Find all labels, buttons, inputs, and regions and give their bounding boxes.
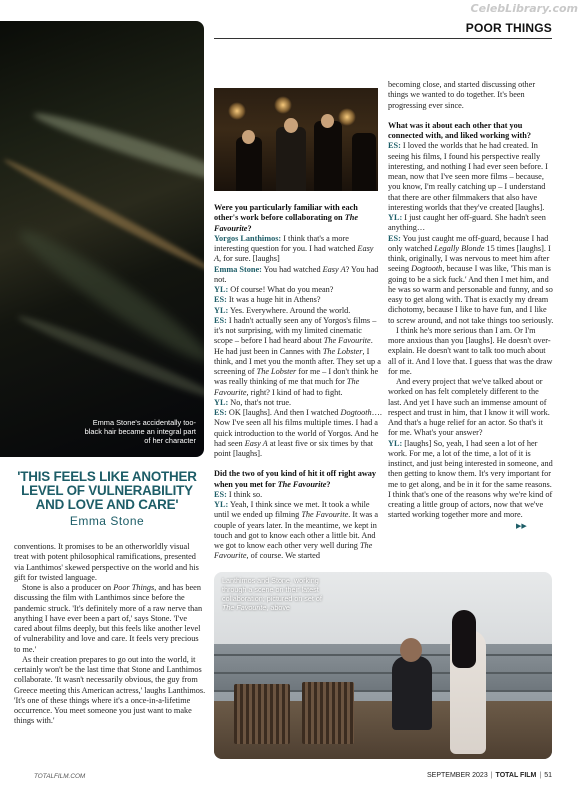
film-title: Dogtooth <box>340 408 372 417</box>
photo-emma-stone-hair <box>0 21 204 457</box>
figure-lanthimos <box>392 656 432 730</box>
text: ? You had not. <box>214 264 379 284</box>
deck-chair <box>302 682 354 744</box>
photo-caption-bottom <box>222 576 322 612</box>
continue-arrow-icon: ▶▶ <box>516 521 527 530</box>
interview-answer <box>214 316 382 398</box>
text: Stone is also a producer on <box>22 583 114 592</box>
interview-question <box>214 469 382 490</box>
text: Did the two of you kind of hit it off right away when you met for <box>214 469 377 489</box>
text: Were you particularly familiar with each other's work before collaborating on <box>214 203 358 223</box>
figure-head <box>284 118 298 133</box>
text: for me – I don't think he was really thinking of me that much for <box>214 367 379 387</box>
film-title: The Lobster <box>256 367 297 376</box>
film-title: The Favourite <box>323 336 371 346</box>
section-title: POOR THINGS <box>465 21 552 35</box>
interview-answer <box>388 213 554 234</box>
text: , and has been discussing the film with Lanthimos since before the pandemic struck. 'It's definitely more of a raw nerve than anything I have ever been a part of,' says Stone. 'I've cared about films deeply, but this feels like another level of vulnerability and love and care. It feels very precious to me.' <box>14 583 203 654</box>
film-title: The Favourite <box>277 479 327 489</box>
paragraph: becoming close, and started discussing other things we wanted to do together. It's been progressing ever since. <box>388 80 536 110</box>
figure-head <box>242 130 255 144</box>
interview-answer <box>214 285 382 295</box>
figure <box>236 137 262 191</box>
text: I loved the worlds that he had created. In seeing his films, I found his perspective really interesting, and nothing I had ever seen before. I mean, now that I've seen more films – because, you know, I'm really catching up – I understand that there are other filmmakers that also have interesting worlds that they've created [laughs]. <box>388 141 548 212</box>
text: 15 times [laughs]. I think, originally, I was nervous to meet him after seeing <box>388 243 551 274</box>
speaker-label: ES: <box>214 295 227 305</box>
figure <box>314 121 342 191</box>
text: [laughs] So, yeah, I had seen a lot of her work. For me, a lot of the time, a lot of it is instinct, and just being interested in someone, and then getting to know them. It's very important for me to get along, and be in it for the same reasons. I think that's one of the reasons why we're kind of creating a little group of actors, now that we've started working together more and more. <box>388 438 553 520</box>
photo-ship-deck-scene <box>214 572 552 759</box>
text: I think that's a more interesting question for you. I had watched <box>214 233 358 253</box>
deck-chair <box>234 684 290 744</box>
text: ? <box>326 479 331 489</box>
text: , of course. We started <box>246 551 320 561</box>
film-title: Legally Blonde <box>434 243 485 253</box>
paragraph: I think he's more serious than I am. Or I'm more anxious than you [laughs]. He doesn't over-explain. He doesn't want to talk too much about all of it. And I love that. I guess that was the draw for me. <box>388 325 553 376</box>
figure-head <box>321 114 334 128</box>
pull-quote <box>14 470 200 528</box>
deck-rail <box>214 654 552 656</box>
speaker-label: ES: <box>214 489 227 499</box>
chandelier-light <box>274 96 292 114</box>
pull-quote-attribution: Emma Stone <box>69 514 145 528</box>
speaker-label: YL: <box>214 285 229 294</box>
text: , I think, and I met you the month after. They set up a screening of <box>214 346 381 376</box>
article-column-1 <box>14 542 206 727</box>
film-title: Easy A <box>214 244 374 264</box>
interview-answer <box>214 295 382 305</box>
speaker-label: YL: <box>388 213 403 222</box>
text: You just caught me off-guard, because I had only watched <box>388 233 549 253</box>
continue-marker-row <box>388 521 554 531</box>
film-title: Poor Things <box>113 583 155 592</box>
interview-answer <box>388 234 554 326</box>
deck-rail <box>214 672 552 674</box>
footer-issue: SEPTEMBER 2023 <box>427 772 488 779</box>
footer-magazine: TOTAL FILM <box>495 772 537 779</box>
interview-answer <box>388 439 554 521</box>
interview-answer <box>214 306 382 316</box>
interview-answer <box>388 141 554 213</box>
footer-folio <box>427 772 552 779</box>
paragraph <box>14 583 206 655</box>
interview-answer <box>214 500 382 562</box>
film-title: The Favourite <box>214 541 373 561</box>
interview-answer <box>214 398 382 408</box>
text: No, that's not true. <box>228 397 292 407</box>
text: , for sure. [laughs] <box>219 254 280 264</box>
figure-head <box>400 638 422 662</box>
article-column-2 <box>214 203 382 562</box>
film-title: Easy A <box>244 438 268 448</box>
interview-question: What was it about each other that you connected with, and liked working with? <box>388 120 532 140</box>
photo-the-favourite-set <box>214 88 378 191</box>
speaker-label: YL: <box>214 305 229 315</box>
film-title: The Favourite <box>301 510 349 520</box>
photo-light-streak <box>2 155 204 277</box>
page-number: 51 <box>544 772 552 779</box>
figure-hair <box>452 610 476 668</box>
text: ? <box>247 223 252 233</box>
chandelier-light <box>228 102 246 120</box>
film-title: Dogtooth <box>411 264 443 274</box>
photo-light-streak <box>31 106 204 194</box>
figure <box>352 133 376 191</box>
watermark: CelebLibrary.com <box>470 2 578 15</box>
text: . He had just been in Cannes with <box>214 336 373 356</box>
interview-answer <box>214 265 382 286</box>
speaker-label: ES: <box>214 315 227 325</box>
interview-answer <box>214 234 382 265</box>
interview-answer <box>214 408 382 459</box>
figure <box>276 127 306 191</box>
speaker-label: YL: <box>388 438 403 448</box>
pull-quote-text: 'THIS FEELS LIKE ANOTHER LEVEL OF VULNERABILITY AND LOVE AND CARE' <box>17 469 197 512</box>
footer-separator: | <box>539 772 542 779</box>
speaker-label: YL: <box>214 500 229 509</box>
photo-caption-left: Emma Stone's accidentally too-black hair became an integral part of her character <box>84 418 196 445</box>
speaker-label: ES: <box>214 408 227 417</box>
speaker-label: Emma Stone: <box>214 264 262 274</box>
text: , because I was like, 'This man is going to be a sick fuck.' And then I met him, and he was so warm and personable and funny, and so easy to get along with. That is exactly my dream dichotomy, because I like to have fun, and I like to screw around, and not take things too seriously. <box>388 264 554 325</box>
paragraph: And every project that we've talked about or worked on has felt completely different to the last. And yet I have such an immense amount of respect and trust in him, that I know it will work. And that's a huge relief for an actor. So that's it for me. What's your answer? <box>388 377 550 438</box>
text: , right? I kind of had to fight. <box>246 387 343 397</box>
text: Yeah, I think since we met. It took a while until we ended up filming <box>214 500 370 520</box>
film-title: The Lobster <box>322 346 363 356</box>
film-title: The Favourite <box>222 603 267 612</box>
film-title: The Favourite <box>214 213 358 233</box>
text: I hadn't actually seen any of Yorgos's films – it's not surprising, with my limited cinematic scope – before I had heard about <box>214 315 377 346</box>
speaker-label: ES: <box>388 141 401 151</box>
section-rule <box>214 38 552 39</box>
interview-question <box>214 203 382 234</box>
speaker-label: Yorgos Lanthimos: <box>214 233 282 243</box>
text: …. Now I've seen all his films multiple times. I had a quick introduction to the world of Yorgos. And he had seen <box>214 408 382 448</box>
interview-answer <box>214 490 382 500</box>
text: Of course! What do you mean? <box>228 285 334 294</box>
footer-separator: | <box>490 772 493 779</box>
text: OK [laughs]. And then I watched <box>226 408 341 417</box>
speaker-label: ES: <box>388 233 401 243</box>
text: , above <box>266 603 290 612</box>
film-title: The Favourite <box>214 377 360 397</box>
paragraph: As their creation prepares to go out into the world, it certainly won't be the last time that Stone and Lanthimos collaborate. 'It wasn't necessarily obvious, the guy from Greece meeting this American actress,' laughs Lanthimos. 'It's one of these things where it's a once-in-a-lifetime occurrence. You meet someone you just want to make things with.' <box>14 654 206 726</box>
film-title: Easy A <box>322 264 346 274</box>
footer-site: TOTALFILM.COM <box>34 773 86 780</box>
text: I just caught her off-guard. She hadn't seen anything… <box>388 213 546 233</box>
text: You had watched <box>261 264 323 274</box>
paragraph: conventions. It promises to be an otherworldly visual treat with potent philosophical ramifications, presented via Lanthimos' skewed perspective on the world and his gift for twisted language. <box>14 542 199 582</box>
text: It was a huge hit in Athens? <box>226 295 321 305</box>
speaker-label: YL: <box>214 397 229 407</box>
article-column-3 <box>388 80 554 531</box>
text: at least five or six times by that point [laughs]. <box>214 438 374 458</box>
text: I think so. <box>226 489 263 499</box>
text: Lanthimos and Stone, working through a scene on their latest collaboration; pictured on set of <box>222 576 322 603</box>
text: Yes. Everywhere. Around the world. <box>228 305 351 315</box>
text: . It was a couple of years later. In the meantime, we kept in touch and got to know each other a little bit. And we got to know each other very well during <box>214 510 379 550</box>
